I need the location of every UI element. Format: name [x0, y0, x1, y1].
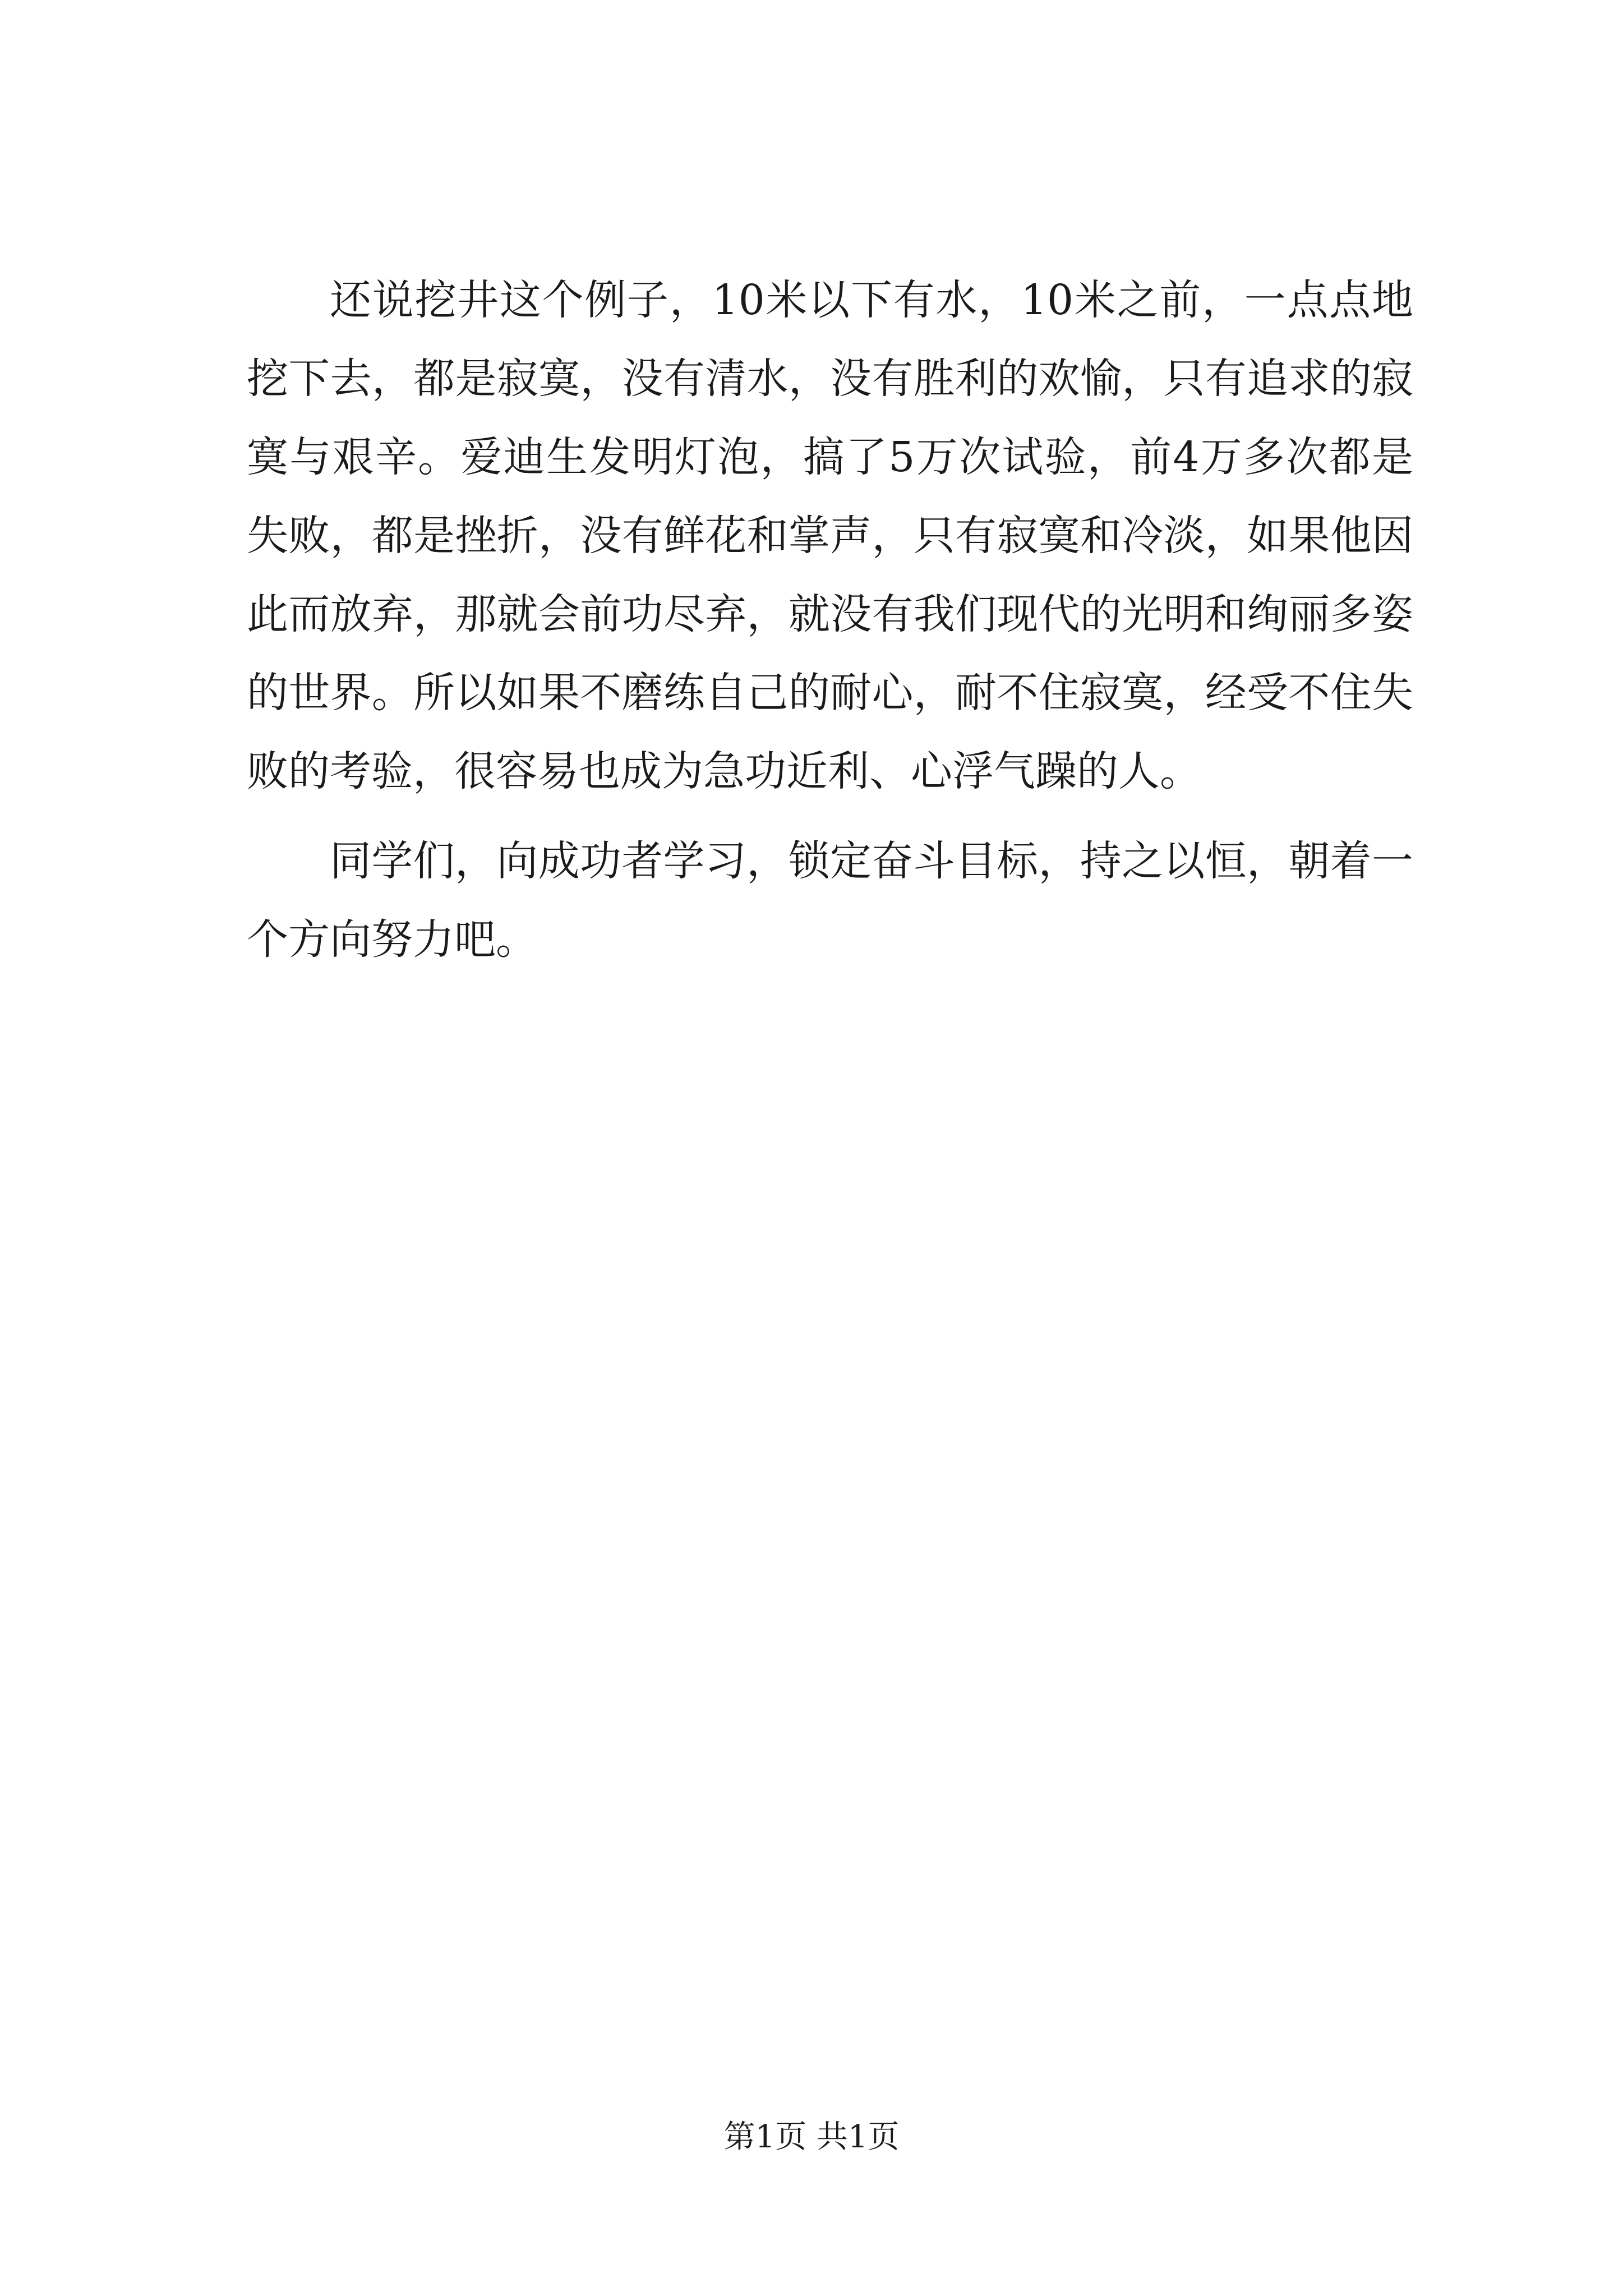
- paragraph-1-line-1: 还说挖井这个例子，10米以下有水，10米之前，一点点地: [330, 276, 1413, 324]
- paragraph-1-line-3: 寞与艰辛。爱迪生发明灯泡，搞了5万次试验，前4万多次都是: [247, 433, 1413, 481]
- paragraph-1-line-4: 失败，都是挫折，没有鲜花和掌声，只有寂寞和冷淡，如果他因: [247, 512, 1413, 560]
- paragraph-1-line-5: 此而放弃，那就会前功尽弃，就没有我们现代的光明和绚丽多姿: [247, 590, 1413, 638]
- paragraph-2-line-1: 同学们，向成功者学习，锁定奋斗目标，持之以恒，朝着一: [330, 837, 1413, 885]
- paragraph-1-line-6: 的世界。所以如果不磨练自己的耐心，耐不住寂寞，经受不住失: [247, 669, 1413, 717]
- page-footer: 第1页 共1页: [723, 2119, 900, 2155]
- paragraph-1-line-2: 挖下去，都是寂寞，没有清水，没有胜利的欢愉，只有追求的寂: [247, 355, 1413, 403]
- paragraph-1-line-7: 败的考验，很容易也成为急功近利、心浮气躁的人。: [247, 747, 1201, 795]
- paragraph-2-line-2: 个方向努力吧。: [247, 915, 537, 964]
